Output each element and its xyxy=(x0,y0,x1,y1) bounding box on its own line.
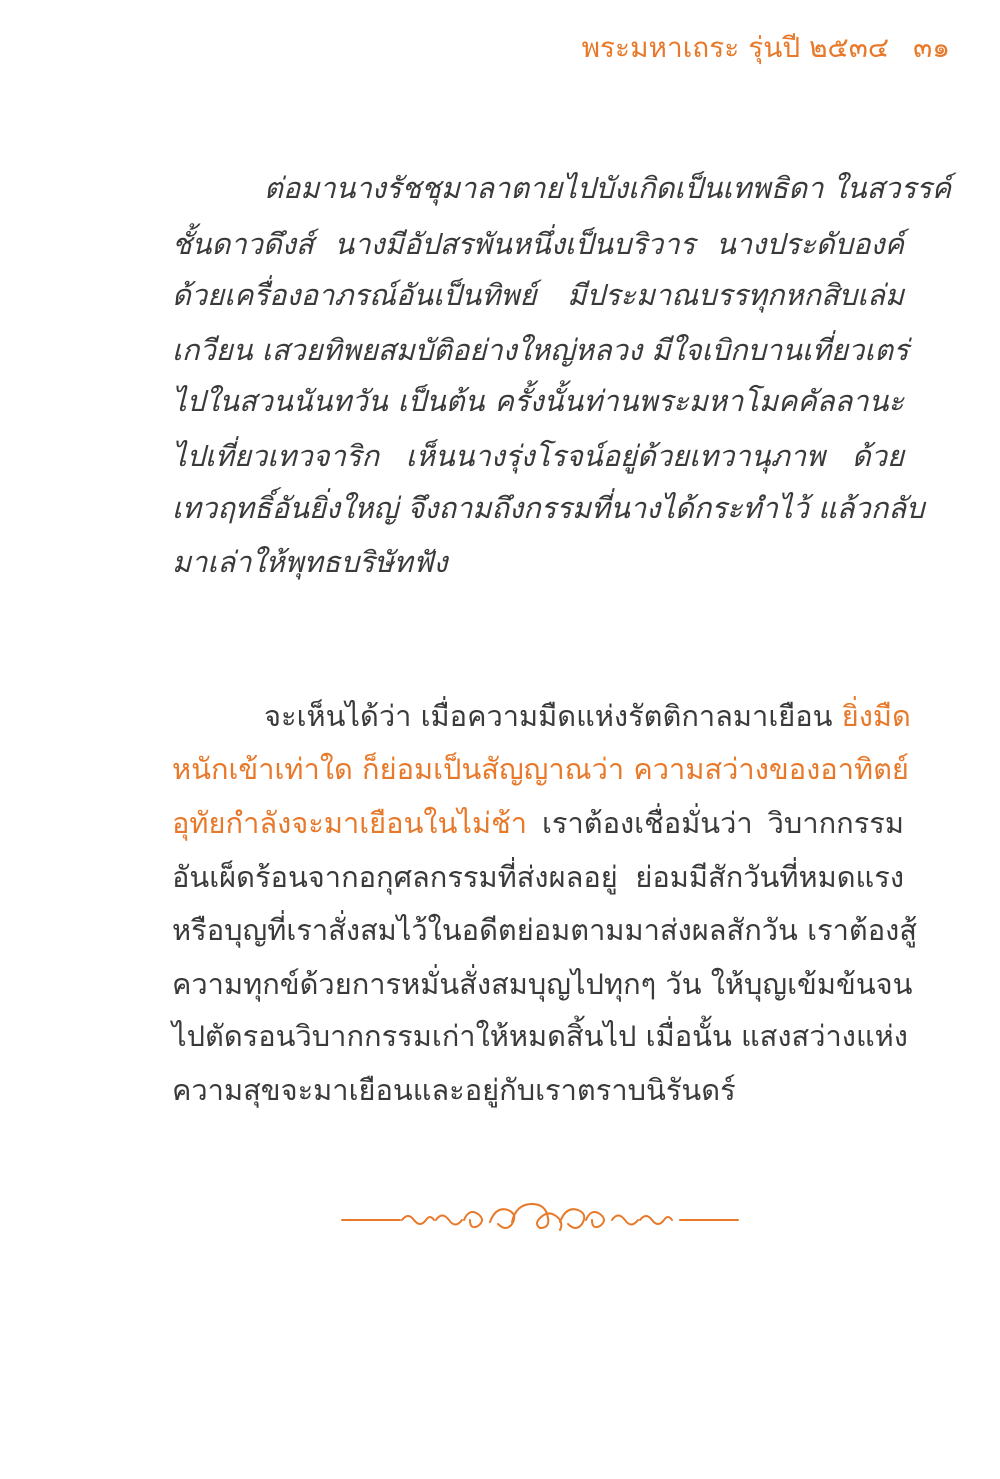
paragraph1-line-6: ไปเที่ยวเทวจาริก เห็นนางรุ่งโรจน์อยู่ด้วยเทวานุภาพ ด้วย xyxy=(172,439,904,473)
paragraph2-highlight-3: อุทัยกำลังจะมาเยือนในไม่ช้า xyxy=(172,806,528,840)
paragraph2-highlight-1: ยิ่งมืด xyxy=(841,699,911,733)
paragraph2-line-4: อันเผ็ดร้อนจากอกุศลกรรมที่ส่งผลอยู่ ย่อมมีสักวันที่หมดแรง xyxy=(172,860,904,894)
paragraph1-line-3: ด้วยเครื่องอาภรณ์อันเป็นทิพย์ มีประมาณบรรทุกหกสิบเล่ม xyxy=(172,278,904,312)
paragraph2-line-3 xyxy=(172,795,904,851)
paragraph2-line-7: ไปตัดรอนวิบากกรรมเก่าให้หมดสิ้นไป เมื่อนั้น แสงสว่างแห่ง xyxy=(172,1019,908,1053)
paragraph2-line-8: ความสุขจะมาเยือนและอยู่กับเราตราบนิรันดร์ xyxy=(172,1073,736,1107)
paragraph2-line-1 xyxy=(172,688,911,744)
scroll-flourish-divider-icon xyxy=(340,1200,740,1240)
paragraph1-line-4: เกวียน เสวยทิพยสมบัติอย่างใหญ่หลวง มีใจเบิกบานเที่ยวเตร่ xyxy=(172,333,909,367)
paragraph2-line-3-text: เราต้องเชื่อมั่นว่า วิบากกรรม xyxy=(527,806,904,840)
paragraph1-line-8: มาเล่าให้พุทธบริษัทฟัง xyxy=(172,545,448,579)
paragraph1-line-5: ไปในสวนนันทวัน เป็นต้น ครั้งนั้นท่านพระมหาโมคคัลลานะ xyxy=(172,384,904,418)
paragraph1-line-1: ต่อมานางรัชชุมาลาตายไปบังเกิดเป็นเทพธิดา ในสวรรค์ xyxy=(264,171,952,205)
header-title: พระมหาเถระ รุ่นปี ๒๕๓๔ xyxy=(581,31,890,64)
paragraph1-line-7: เทวฤทธิ์อันยิ่งใหญ่ จึงถามถึงกรรมที่นางได้กระทำไว้ แล้วกลับ xyxy=(172,491,925,525)
paragraph2-highlight-2: หนักเข้าเท่าใด ก็ย่อมเป็นสัญญาณว่า ความสว่างของอาทิตย์ xyxy=(172,752,909,786)
running-header xyxy=(582,26,950,70)
page-number: ๓๑ xyxy=(913,31,950,64)
paragraph2-line-6: ความทุกข์ด้วยการหมั่นสั่งสมบุญไปทุกๆ วัน ให้บุญเข้มข้นจน xyxy=(172,967,913,1001)
paragraph2-line-1-text: จะเห็นได้ว่า เมื่อความมืดแห่งรัตติกาลมาเยือน xyxy=(264,699,842,733)
paragraph1-line-2: ชั้นดาวดึงส์ นางมีอัปสรพันหนึ่งเป็นบริวาร นางประดับองค์ xyxy=(172,227,904,261)
paragraph2-line-5: หรือบุญที่เราสั่งสมไว้ในอดีตย่อมตามมาส่งผลสักวัน เราต้องสู้ xyxy=(172,913,917,947)
